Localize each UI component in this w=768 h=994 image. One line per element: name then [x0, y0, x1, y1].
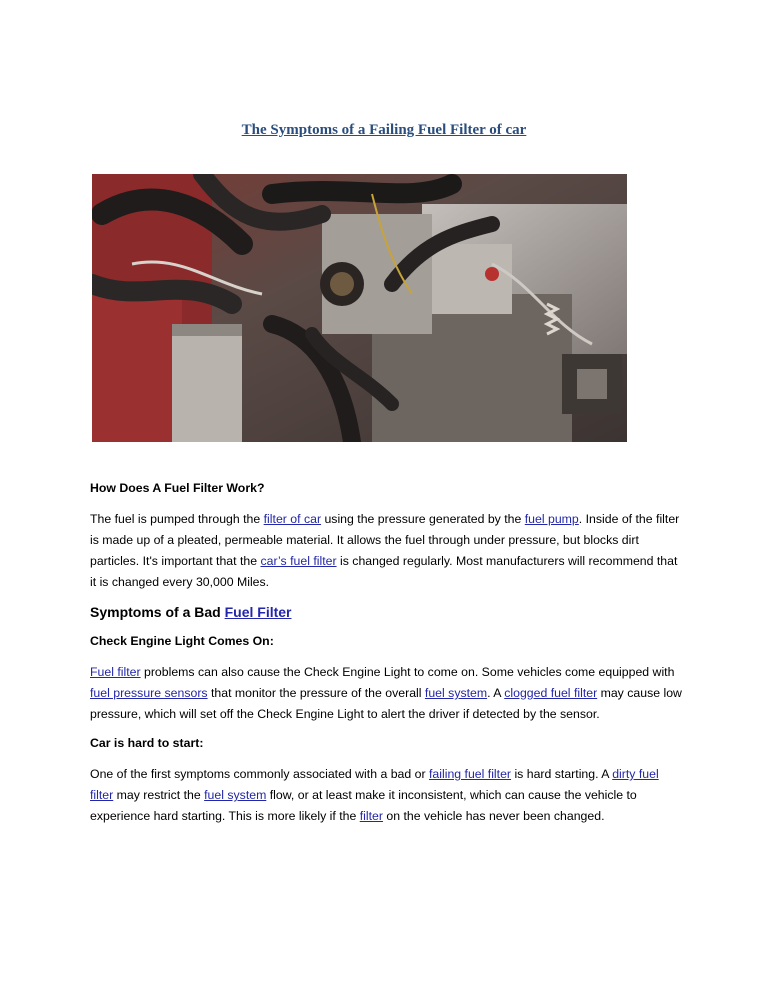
text-span: using the pressure generated by the [321, 512, 525, 526]
text-span: . Inside of the filter is made up of a pleated, permeable material. It allows the fuel through under pressure, but blocks dirt particles. It's important that the [90, 512, 680, 568]
text-span: problems can also cause the Check Engine Light to come on. Some vehicles come equipped with [140, 665, 675, 679]
paragraph-check-engine [90, 662, 685, 725]
link-filter-of-car[interactable]: filter of car [263, 512, 322, 526]
text-span: Symptoms of a Bad [90, 604, 225, 620]
link-clogged-fuel-filter[interactable]: clogged fuel filter [504, 686, 598, 700]
link-fuel-pressure-sensors[interactable]: fuel pressure sensors [90, 686, 208, 700]
section-heading-check-engine: Check Engine Light Comes On: [90, 634, 274, 648]
text-span: may restrict the [113, 788, 205, 802]
article-body [90, 478, 685, 827]
text-span: flow, or at least make it inconsistent, which can cause the vehicle to experience hard starting. This is more likely if the [90, 788, 637, 823]
text-span: that monitor the pressure of the overall [207, 686, 425, 700]
text-span: may cause low pressure, which will set off the Check Engine Light to alert the driver if detected by the sensor. [90, 686, 682, 721]
text-span: on the vehicle has never been changed. [382, 809, 605, 823]
paragraph-hard-to-start [90, 764, 685, 827]
link-cars-fuel-filter[interactable]: car’s fuel filter [260, 554, 337, 568]
section-heading-how-filter-works: How Does A Fuel Filter Work? [90, 481, 265, 495]
engine-bay-photo [92, 174, 627, 442]
paragraph-how-filter-works [90, 509, 685, 593]
page-title: The Symptoms of a Failing Fuel Filter of car [241, 122, 527, 138]
text-span: One of the first symptoms commonly associated with a bad or [90, 767, 429, 781]
link-fuel-filter-heading[interactable]: Fuel Filter [224, 604, 292, 620]
link-fuel-system-2[interactable]: fuel system [204, 788, 267, 802]
text-span: The fuel is pumped through the [90, 512, 264, 526]
text-span: is hard starting. A [511, 767, 613, 781]
text-span: is changed regularly. Most manufacturers will recommend that it is changed every 30,000 Miles. [90, 554, 678, 589]
engine-bay-illustration [92, 174, 627, 442]
link-dirty-fuel-filter[interactable]: dirty fuel filter [90, 767, 659, 802]
link-failing-fuel-filter[interactable]: failing fuel filter [429, 767, 512, 781]
link-fuel-pump[interactable]: fuel pump [524, 512, 579, 526]
link-fuel-system[interactable]: fuel system [424, 686, 488, 700]
section-heading-symptoms [90, 601, 685, 623]
text-span: . A [487, 686, 505, 700]
link-filter[interactable]: filter [359, 809, 383, 823]
link-fuel-filter[interactable]: Fuel filter [90, 665, 141, 679]
section-heading-hard-to-start: Car is hard to start: [90, 736, 204, 750]
